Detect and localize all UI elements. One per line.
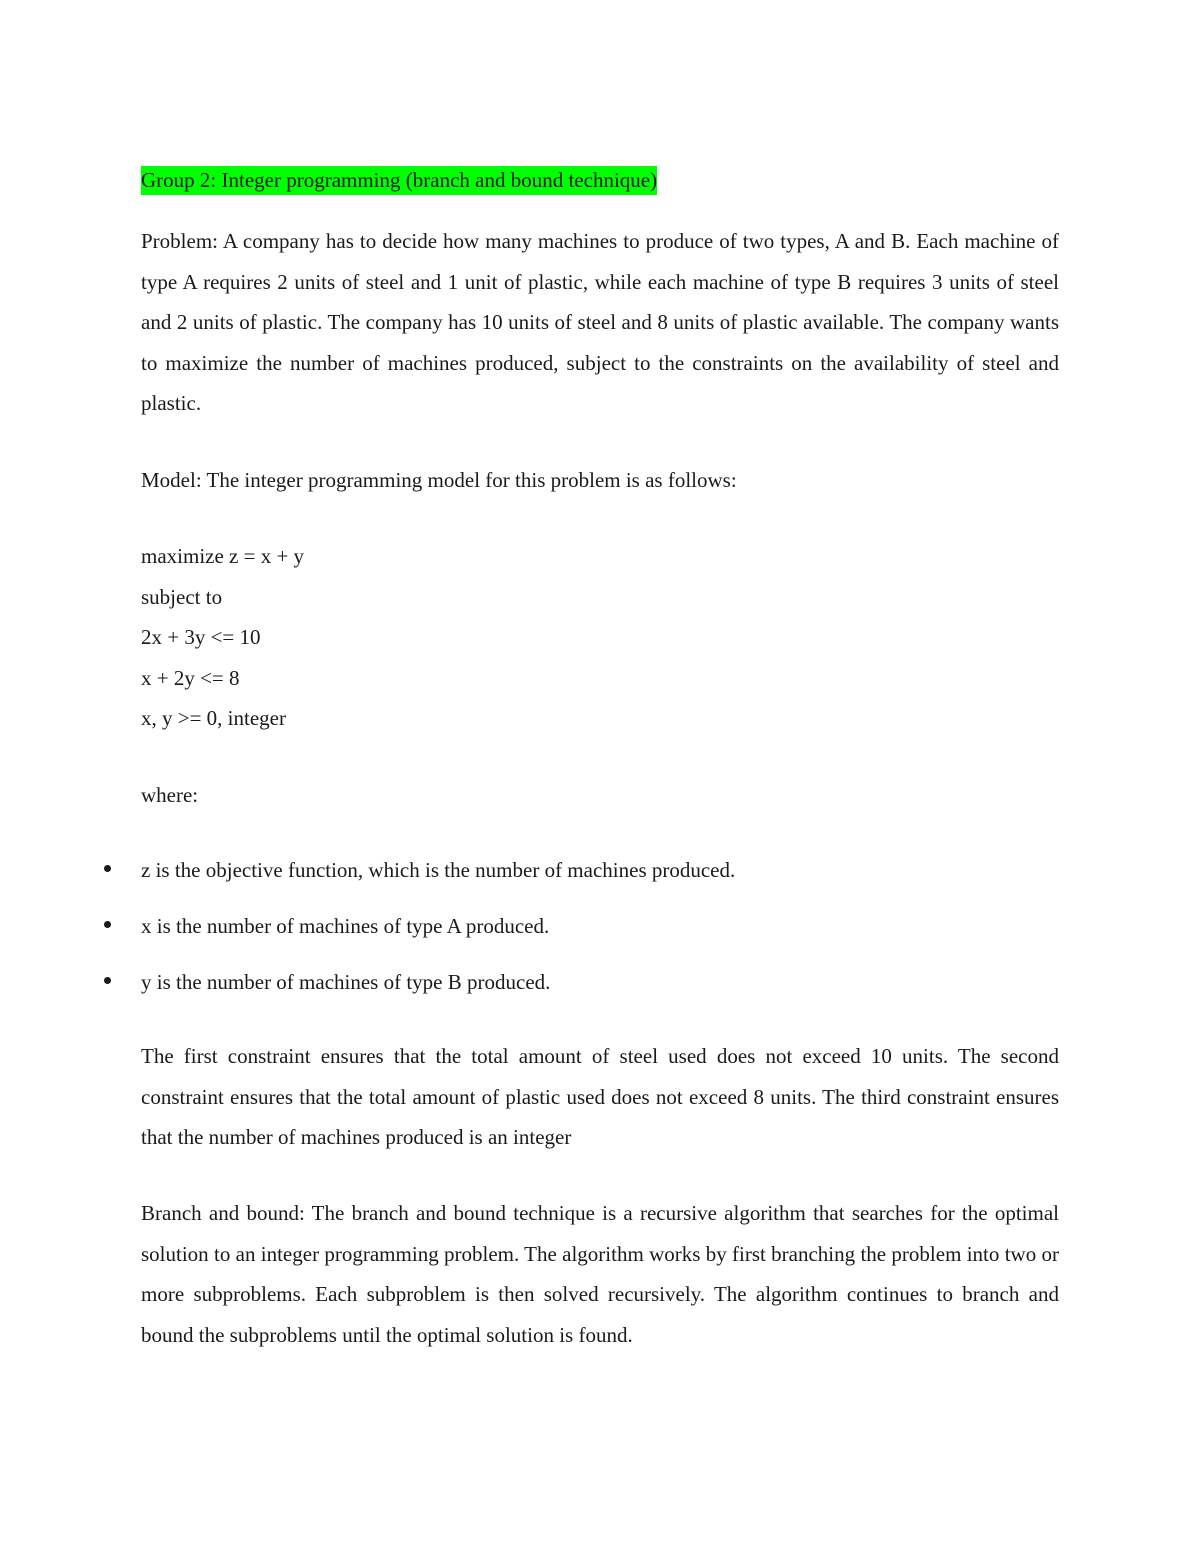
bullet-icon <box>104 865 111 872</box>
document-title: Group 2: Integer programming (branch and bound technique) <box>141 166 657 195</box>
model-constraint-integer: x, y >= 0, integer <box>141 706 286 730</box>
model-intro: Model: The integer programming model for this problem is as follows: <box>141 468 737 492</box>
list-item-text: z is the objective function, which is the number of machines produced. <box>141 858 736 882</box>
bullet-icon <box>104 977 111 984</box>
model-objective: maximize z = x + y <box>141 544 305 568</box>
list-item <box>0 906 1200 946</box>
model-constraint-steel: 2x + 3y <= 10 <box>141 625 261 649</box>
list-item-text: y is the number of machines of type B produced. <box>141 970 551 994</box>
list-item-text: x is the number of machines of type A produced. <box>141 914 550 938</box>
where-label: where: <box>141 783 199 807</box>
model-subject-to: subject to <box>141 585 223 609</box>
problem-paragraph: Problem: A company has to decide how many machines to produce of two types, A and B. Each machine of type A requires 2 units of steel and 1 unit of plastic, while each machine of type B requires 3 units of steel and 2 units of plastic. The company has 10 units of steel and 8 units of plastic available. The company wants to maximize the number of machines produced, subject to the constraints on the availability of steel and plastic. <box>141 229 1059 416</box>
model-constraint-plastic: x + 2y <= 8 <box>141 666 240 690</box>
constraints-explanation-paragraph: The first constraint ensures that the total amount of steel used does not exceed 10 units. The second constraint ensures that the total amount of plastic used does not exceed 8 units. The third constraint ensures that the number of machines produced is an integer <box>141 1044 1059 1150</box>
list-item <box>0 962 1200 1002</box>
heading-container <box>141 160 1059 200</box>
branch-and-bound-paragraph: Branch and bound: The branch and bound technique is a recursive algorithm that searches for the optimal solution to an integer programming problem. The algorithm works by first branching the problem into two or more subproblems. Each subproblem is then solved recursively. The algorithm continues to branch and bound the subproblems until the optimal solution is found. <box>141 1201 1059 1347</box>
bullet-icon <box>104 921 111 928</box>
list-item <box>0 850 1200 890</box>
